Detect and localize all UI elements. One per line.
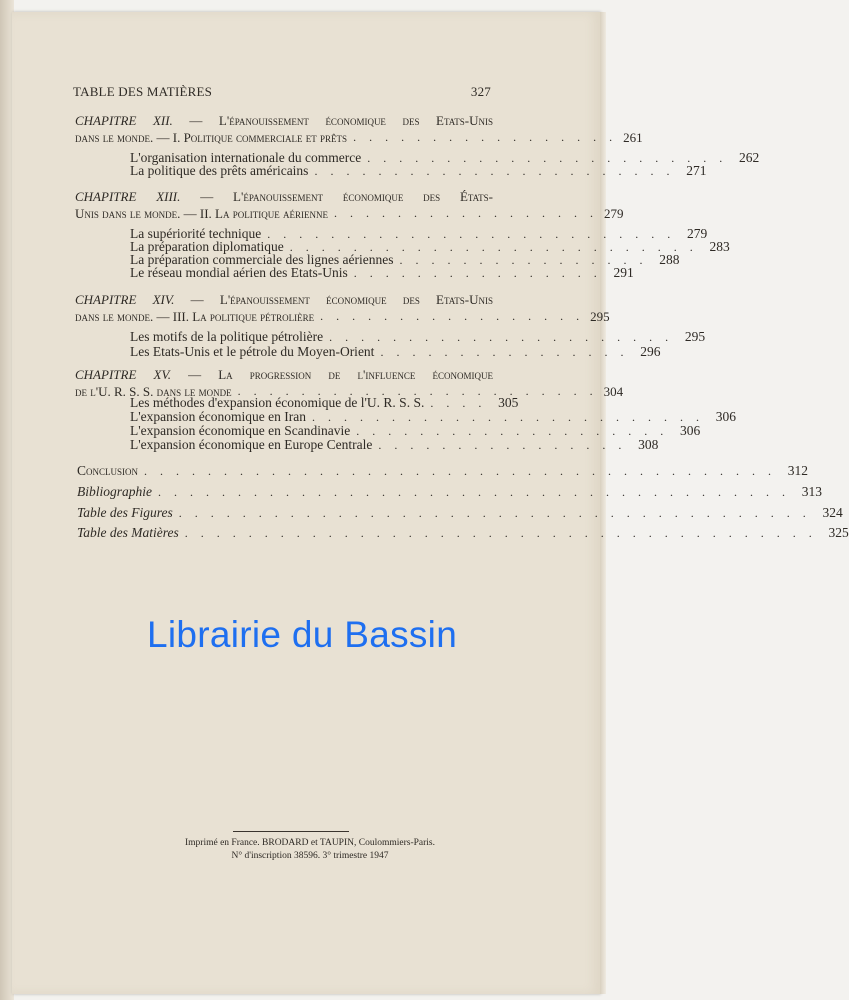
chapter-heading: CHAPITRE XII. — L'épanouissement économique des Etats-Unis dans le monde. — I. Politique commerciale et prêts . . . . . . . . . . . . . . . . . 261	[75, 113, 643, 145]
entry-page: 306	[715, 409, 736, 424]
toc-entry: L'expansion économique en Europe Centrale . . . . . . . . . . . . . . . . 308	[130, 437, 659, 452]
entry-label: La politique des prêts américains	[130, 163, 309, 178]
entry-page: 313	[801, 484, 822, 499]
chapter-page: 261	[623, 130, 643, 145]
bookseller-watermark: Librairie du Bassin	[147, 614, 458, 655]
toc-entry: L'organisation internationale du commerce . . . . . . . . . . . . . . . . . . . . . . . 262	[130, 150, 760, 165]
chapter-title-line1: — L'épanouissement économique des Etats-Unis	[189, 113, 493, 128]
entry-label: La préparation commerciale des lignes aériennes	[130, 252, 394, 267]
entry-label: L'expansion économique en Iran	[130, 409, 306, 424]
toc-entry: L'expansion économique en Iran . . . . . . . . . . . . . . . . . . . . . . . . . 306	[130, 409, 736, 424]
chapter-heading: CHAPITRE XIV. — L'épanouissement économique des Etats-Unis dans le monde. — III. La politique pétrolière . . . . . . . . . . . . . . . . . 295	[75, 292, 610, 324]
entry-label: Les méthodes d'expansion économique de l'U. R. S. S.	[130, 395, 425, 410]
entry-page: 308	[638, 437, 659, 452]
header-page-number: 327	[470, 84, 491, 99]
toc-entry: Les méthodes d'expansion économique de l'U. R. S. S. . . . . 305	[130, 395, 519, 410]
chapter-title-line2: dans le monde. — I. Politique commerciale et prêts	[75, 130, 348, 145]
chapter-label: CHAPITRE XIV.	[75, 292, 175, 307]
entry-page: 324	[822, 505, 843, 520]
toc-entry: La préparation commerciale des lignes aériennes . . . . . . . . . . . . . . . . 288	[130, 252, 680, 267]
entry-page: 306	[680, 423, 701, 438]
entry-label: Les Etats-Unis et le pétrole du Moyen-Orient	[130, 344, 375, 359]
running-header	[73, 84, 491, 102]
chapter-heading: CHAPITRE XV. — La progression de l'influence économique de l'U. R. S. S. dans le monde . . . . . . . . . . . . . . . . . . . . . . . 304	[75, 367, 624, 399]
toc-entry-conclusion: Conclusion . . . . . . . . . . . . . . . . . . . . . . . . . . . . . . . . . . . . . . . . 312	[77, 463, 809, 478]
entry-label: La supériorité technique	[130, 226, 262, 241]
entry-label: Bibliographie	[77, 484, 152, 499]
toc-entry-table-matieres: Table des Matières . . . . . . . . . . . . . . . . . . . . . . . . . . . . . . . . . . . . . . . . 325	[77, 525, 849, 540]
toc-entry: La politique des prêts américains . . . . . . . . . . . . . . . . . . . . . . . 271	[130, 163, 707, 178]
entry-page: 288	[659, 252, 680, 267]
entry-page: 312	[787, 463, 809, 478]
toc-entry: Les Etats-Unis et le pétrole du Moyen-Orient . . . . . . . . . . . . . . . . 296	[130, 344, 661, 359]
imprint-rule	[233, 831, 349, 832]
entry-label: Conclusion	[77, 463, 139, 478]
imprint-line1: Imprimé en France. BRODARD et TAUPIN, Coulommiers-Paris.	[185, 838, 435, 848]
imprint-line2: N° d'inscription 38596. 3° trimestre 1947	[231, 851, 389, 861]
entry-label: L'expansion économique en Europe Centrale	[130, 437, 373, 452]
chapter-title-line2: dans le monde. — III. La politique pétrolière	[75, 309, 315, 324]
chapter-page: 279	[603, 206, 624, 221]
entry-page: 296	[640, 344, 661, 359]
chapter-page: 295	[590, 309, 610, 324]
entry-label: L'expansion économique en Scandinavie	[130, 423, 351, 438]
header-title: TABLE DES MATIÈRES	[73, 84, 213, 99]
toc-entry: L'expansion économique en Scandinavie . . . . . . . . . . . . . . . . . . . . 306	[130, 423, 701, 438]
chapter-page: 304	[603, 384, 624, 399]
toc-entry: Les motifs de la politique pétrolière . . . . . . . . . . . . . . . . . . . . . . 295	[130, 329, 706, 344]
entry-page: 291	[613, 265, 634, 280]
chapter-title-line2: de l'U. R. S. S. dans le monde	[75, 384, 232, 399]
toc-entry: La supériorité technique . . . . . . . . . . . . . . . . . . . . . . . . . . 279	[130, 226, 708, 241]
chapter-title-line1: — La progression de l'influence économique	[188, 367, 493, 382]
chapter-title-line1: — L'épanouissement économique des États-	[200, 189, 494, 204]
toc-entry: La préparation diplomatique . . . . . . . . . . . . . . . . . . . . . . . . . . 283	[130, 239, 730, 254]
chapter-title-line2: Unis dans le monde. — II. La politique aérienne	[75, 206, 328, 221]
toc-entry: Le réseau mondial aérien des Etats-Unis . . . . . . . . . . . . . . . . 291	[130, 265, 634, 280]
chapter-heading: CHAPITRE XIII. — L'épanouissement économique des États- Unis dans le monde. — II. La politique aérienne . . . . . . . . . . . . . . . . . 279	[75, 189, 624, 221]
chapter-label: CHAPITRE XIII.	[75, 189, 181, 204]
entry-label: L'organisation internationale du commerce	[130, 150, 362, 165]
chapter-title-line1: — L'épanouissement économique des Etats-Unis	[190, 292, 494, 307]
toc-entry-table-figures: Table des Figures . . . . . . . . . . . . . . . . . . . . . . . . . . . . . . . . . . . . . . . . 324	[77, 505, 843, 520]
entry-page: 305	[498, 395, 519, 410]
entry-page: 295	[684, 329, 706, 344]
entry-page: 271	[686, 163, 707, 178]
entry-page: 262	[738, 150, 760, 165]
entry-label: La préparation diplomatique	[130, 239, 284, 254]
chapter-label: CHAPITRE XII.	[75, 113, 173, 128]
toc-entry-bibliographie: Bibliographie . . . . . . . . . . . . . . . . . . . . . . . . . . . . . . . . . . . . . . . . 313	[77, 484, 822, 499]
entry-page: 283	[709, 239, 730, 254]
entry-label: Les motifs de la politique pétrolière	[130, 329, 324, 344]
entry-label: Le réseau mondial aérien des Etats-Unis	[130, 265, 348, 280]
entry-label: Table des Matières	[77, 525, 179, 540]
entry-label: Table des Figures	[77, 505, 173, 520]
entry-page: 279	[686, 226, 708, 241]
entry-page: 325	[828, 525, 849, 540]
chapter-label: CHAPITRE XV.	[75, 367, 171, 382]
